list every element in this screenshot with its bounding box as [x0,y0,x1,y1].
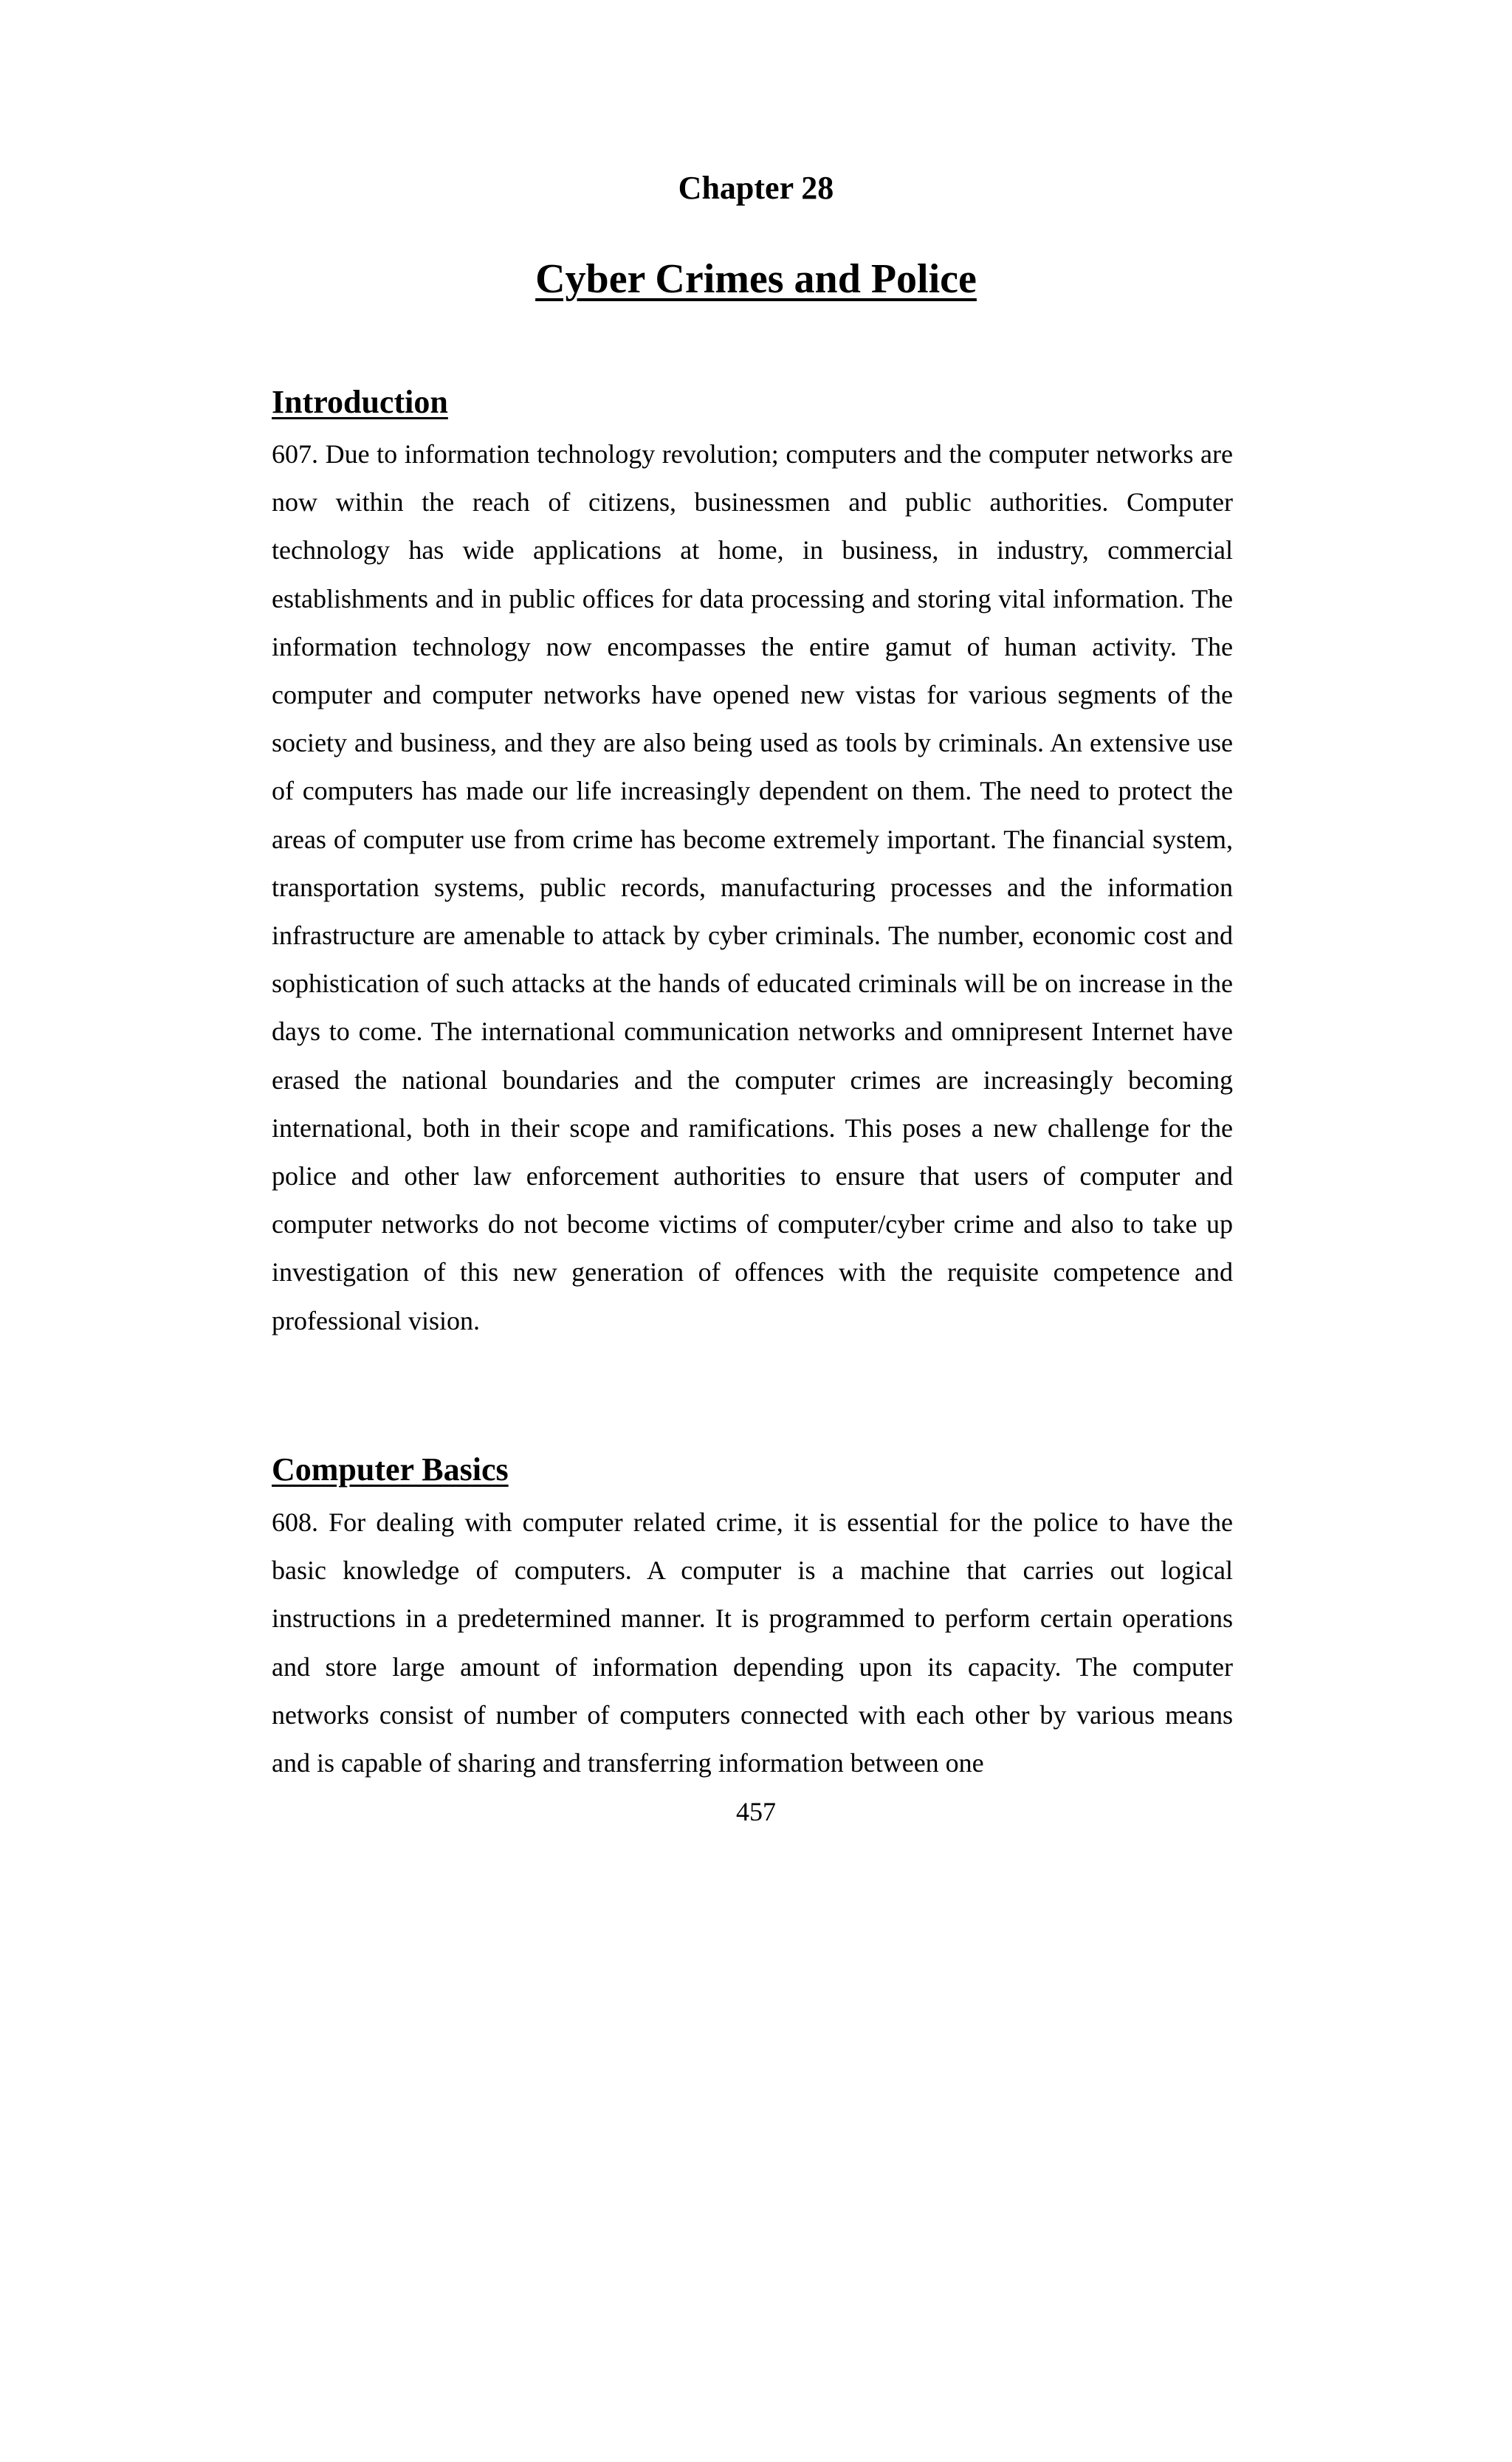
paragraph-607: 607. Due to information technology revolution; computers and the computer networks are now within the reach of citizens, businessmen and public authorities. Computer technology has wide applications at home, in business, in industry, commercial establishments and in public offices for data processing and storing vital information. The information technology now encompasses the entire gamut of human activity. The computer and computer networks have opened new vistas for various segments of the society and business, and they are also being used as tools by criminals. An extensive use of computers has made our life increasingly dependent on them. The need to protect the areas of computer use from crime has become extremely important. The financial system, transportation systems, public records, manufacturing processes and the information infrastructure are amenable to attack by cyber criminals. The number, economic cost and sophistication of such attacks at the hands of educated criminals will be on increase in the days to come. The international communication networks and omnipresent Internet have erased the national boundaries and the computer crimes are increasingly becoming international, both in their scope and ramifications. This poses a new challenge for the police and other law enforcement authorities to ensure that users of computer and computer networks do not become victims of computer/cyber crime and also to take up investigation of this new generation of offences with the requisite competence and professional vision. [272,439,1233,1335]
section-heading-introduction: Introduction [272,384,448,420]
chapter-title: Cyber Crimes and Police [535,256,977,302]
chapter-label: Chapter 28 [678,170,834,206]
page-number: 457 [736,1797,776,1826]
section-heading-computer-basics: Computer Basics [272,1451,509,1488]
paragraph-608: 608. For dealing with computer related crime, it is essential for the police to have the basic knowledge of computers. A computer is a machine that carries out logical instructions in a predetermined manner. It is programmed to perform certain operations and store large amount of information depending upon its capacity. The computer networks consist of number of computers connected with each other by various means and is capable of sharing and transferring information between one [272,1507,1233,1778]
